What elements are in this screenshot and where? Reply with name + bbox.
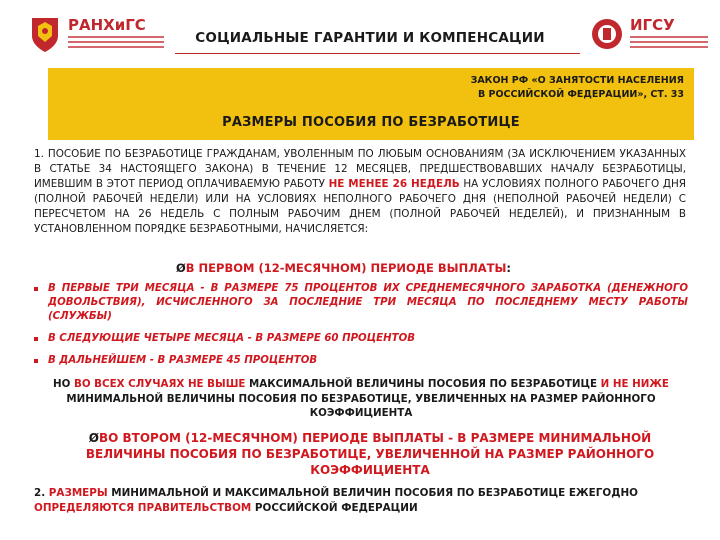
law-reference-line-2: В РОССИЙСКОЙ ФЕДЕРАЦИИ», СТ. 33 (477, 89, 684, 100)
ranepa-logo-text: РАНХиГС (68, 16, 146, 34)
section-heading: РАЗМЕРЫ ПОСОБИЯ ПО БЕЗРАБОТИЦЕ (222, 115, 520, 130)
limits-paragraph (34, 377, 688, 421)
limits-highlight-1: ВО ВСЕХ СЛУЧАЯХ НЕ ВЫШЕ (74, 378, 246, 390)
paragraph-1 (34, 147, 686, 237)
limits-highlight-2: И НЕ НИЖЕ (600, 378, 669, 390)
first-period-text: В ПЕРВОМ (12-МЕСЯЧНОМ) ПЕРИОДЕ ВЫПЛАТЫ (185, 261, 507, 275)
limits-text-a: НО (53, 378, 74, 390)
paragraph-2-text-b: РОССИЙСКОЙ ФЕДЕРАЦИИ (251, 502, 418, 514)
law-reference (384, 74, 684, 102)
igsu-emblem-icon (590, 14, 624, 54)
paragraph-1-text-b: НА УСЛОВИЯХ ПОЛНОГО РАБОЧЕГО ДНЯ (ПОЛНОЙ РАБОЧЕЙ НЕДЕЛИ) ИЛИ НА УСЛОВИЯХ НЕПОЛНОГО РАБОЧЕГО ДНЯ (НЕПОЛНОЙ РАБОЧЕЙ НЕДЕЛИ) С ПЕРЕСЧЕТОМ НА 26 НЕДЕЛЬ С ПОЛНЫМ РАБОЧИМ ДНЕМ (ПОЛНОЙ РАБОЧЕЙ НЕДЕЛЕЙ), И ПРИЗНАННЫМ В УСТАНОВЛЕННОМ ПОРЯДКЕ БЕЗРАБОТНЫМИ, НАЧИСЛЯЕТСЯ: (34, 178, 686, 235)
paragraph-1-text-a: 1. ПОСОБИЕ ПО БЕЗРАБОТИЦЕ ГРАЖДАНАМ, УВОЛЕННЫМ ПО ЛЮБЫМ ОСНОВАНИЯМ (ЗА ИСКЛЮЧЕНИЕМ УКАЗАННЫХ В СТАТЬЕ 34 НАСТОЯЩЕГО ЗАКОНА) В ТЕЧЕНИЕ 12 МЕСЯЦЕВ, ПРЕДШЕСТВОВАВШИХ НАЧАЛУ БЕЗРАБОТИЦЫ, ИМЕВШИМ В ЭТОТ ПЕРИОД ОПЛАЧИВАЕМУЮ РАБОТУ (34, 148, 686, 190)
payment-rates-list (34, 282, 688, 368)
emblem-icon (28, 14, 62, 54)
paragraph-1-highlight: НЕ МЕНЕЕ 26 НЕДЕЛЬ (328, 178, 460, 190)
paragraph-2 (34, 486, 688, 516)
second-period-subheading (60, 430, 680, 478)
list-item: В ДАЛЬНЕЙШЕМ - В РАЗМЕРЕ 45 ПРОЦЕНТОВ (34, 354, 688, 368)
paragraph-2-number: 2. (34, 487, 49, 499)
igsu-logo (590, 14, 710, 54)
first-period-colon: : (506, 261, 512, 275)
page-title: СОЦИАЛЬНЫЕ ГАРАНТИИ И КОМПЕНСАЦИИ (195, 30, 545, 46)
paragraph-2-text-a: МИНИМАЛЬНОЙ И МАКСИМАЛЬНОЙ ВЕЛИЧИН ПОСОБИЯ ПО БЕЗРАБОТИЦЕ ЕЖЕГОДНО (107, 487, 638, 499)
igsu-logo-text: ИГСУ (630, 16, 675, 34)
paragraph-2-highlight-2: ОПРЕДЕЛЯЮТСЯ ПРАВИТЕЛЬСТВОМ (34, 502, 252, 514)
igsu-caption-lines (630, 36, 708, 51)
first-period-subheading (176, 261, 696, 276)
section-banner (48, 68, 694, 140)
law-reference-line-1: ЗАКОН РФ «О ЗАНЯТОСТИ НАСЕЛЕНИЯ (470, 75, 684, 86)
arrow-bullet-icon: Ø (176, 261, 186, 275)
second-period-text: ВО ВТОРОМ (12-МЕСЯЧНОМ) ПЕРИОДЕ ВЫПЛАТЫ - В РАЗМЕРЕ МИНИМАЛЬНОЙ ВЕЛИЧИНЫ ПОСОБИЯ ПО БЕЗРАБОТИЦЕ, УВЕЛИЧЕННОЙ НА РАЗМЕР РАЙОННОГО КОЭФФИЦИЕНТА (85, 431, 655, 477)
page-header (0, 0, 720, 68)
limits-text-c: МИНИМАЛЬНОЙ ВЕЛИЧИНЫ ПОСОБИЯ ПО БЕЗРАБОТИЦЕ, УВЕЛИЧЕННЫХ НА РАЗМЕР РАЙОННОГО КОЭФФИЦИЕНТА (66, 392, 656, 419)
arrow-bullet-icon: Ø (88, 431, 99, 445)
list-item: В ПЕРВЫЕ ТРИ МЕСЯЦА - В РАЗМЕРЕ 75 ПРОЦЕНТОВ ИХ СРЕДНЕМЕСЯЧНОГО ЗАРАБОТКА (ДЕНЕЖНОГО ДОВОЛЬСТВИЯ), ИСЧИСЛЕННОГО ЗА ПОСЛЕДНИЕ ТРИ МЕСЯЦА ПО ПОСЛЕДНЕМУ МЕСТУ РАБОТЫ (СЛУЖБЫ) (34, 282, 688, 324)
logo-caption-lines (68, 36, 164, 51)
paragraph-2-highlight-1: РАЗМЕРЫ (48, 487, 108, 499)
title-underline (175, 53, 580, 54)
limits-text-b: МАКСИМАЛЬНОЙ ВЕЛИЧИНЫ ПОСОБИЯ ПО БЕЗРАБОТИЦЕ (245, 378, 601, 390)
list-item: В СЛЕДУЮЩИЕ ЧЕТЫРЕ МЕСЯЦА - В РАЗМЕРЕ 60 ПРОЦЕНТОВ (34, 332, 688, 346)
ranepa-logo (28, 14, 168, 54)
